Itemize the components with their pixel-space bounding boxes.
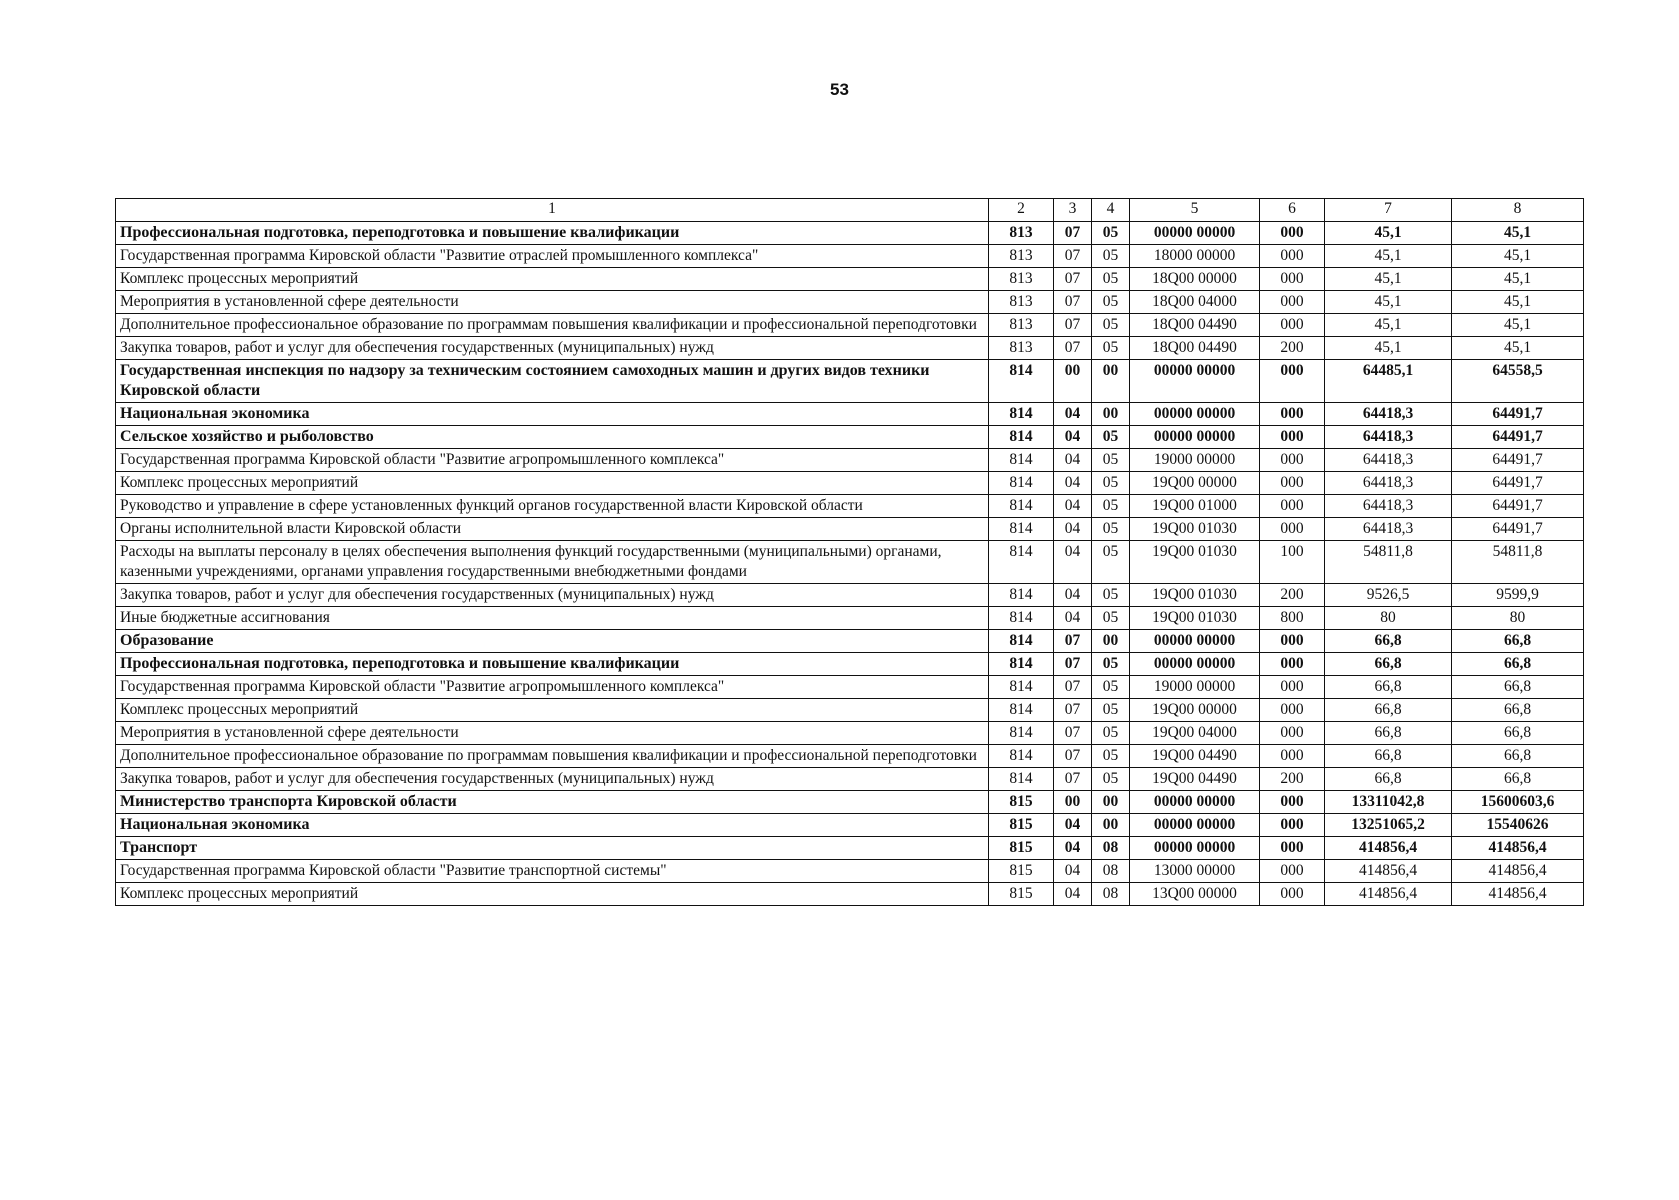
column-5-code: 00000 00000: [1130, 791, 1260, 814]
row-name: Иные бюджетные ассигнования: [116, 607, 989, 630]
column-2-code: 814: [989, 403, 1054, 426]
column-5-code: 18Q00 04490: [1130, 337, 1260, 360]
column-4-code: 05: [1092, 314, 1130, 337]
column-3-code: 04: [1054, 426, 1092, 449]
column-7-amount: 66,8: [1325, 630, 1452, 653]
column-6-code: 000: [1260, 745, 1325, 768]
row-name: Сельское хозяйство и рыболовство: [116, 426, 989, 449]
row-name: Расходы на выплаты персоналу в целях обеспечения выполнения функций государственными (муниципальными) органами, казенными учреждениями, органами управления государственными внебюджетными фондами: [116, 541, 989, 584]
column-4-code: 05: [1092, 607, 1130, 630]
column-3-code: 04: [1054, 518, 1092, 541]
column-8-amount: 80: [1452, 607, 1584, 630]
column-3-code: 07: [1054, 630, 1092, 653]
column-6-code: 000: [1260, 268, 1325, 291]
column-5-code: 00000 00000: [1130, 360, 1260, 403]
column-4-code: 05: [1092, 222, 1130, 245]
column-3-code: 07: [1054, 314, 1092, 337]
column-4-code: 05: [1092, 268, 1130, 291]
column-3-code: 04: [1054, 814, 1092, 837]
table-row: [116, 245, 1584, 268]
table-row: [116, 518, 1584, 541]
column-7-amount: 45,1: [1325, 222, 1452, 245]
row-name: Закупка товаров, работ и услуг для обеспечения государственных (муниципальных) нужд: [116, 337, 989, 360]
column-6-code: 000: [1260, 722, 1325, 745]
column-2-code: 813: [989, 245, 1054, 268]
table-row: [116, 584, 1584, 607]
column-8-amount: 414856,4: [1452, 860, 1584, 883]
column-2-code: 814: [989, 495, 1054, 518]
column-8-amount: 66,8: [1452, 653, 1584, 676]
column-8-amount: 45,1: [1452, 268, 1584, 291]
column-6-code: 800: [1260, 607, 1325, 630]
column-8-amount: 66,8: [1452, 722, 1584, 745]
column-5-code: 00000 00000: [1130, 403, 1260, 426]
column-5-code: 00000 00000: [1130, 653, 1260, 676]
column-4-code: 08: [1092, 837, 1130, 860]
header-cell: 5: [1130, 199, 1260, 222]
column-3-code: 04: [1054, 449, 1092, 472]
column-6-code: 000: [1260, 518, 1325, 541]
column-5-code: 19Q00 04490: [1130, 768, 1260, 791]
column-2-code: 815: [989, 883, 1054, 906]
column-3-code: 04: [1054, 495, 1092, 518]
column-4-code: 05: [1092, 472, 1130, 495]
table-row: [116, 860, 1584, 883]
column-4-code: 05: [1092, 676, 1130, 699]
column-8-amount: 45,1: [1452, 314, 1584, 337]
table-row: [116, 745, 1584, 768]
column-3-code: 04: [1054, 541, 1092, 584]
column-5-code: 19Q00 01030: [1130, 541, 1260, 584]
column-7-amount: 66,8: [1325, 699, 1452, 722]
column-4-code: 05: [1092, 699, 1130, 722]
table-row: [116, 495, 1584, 518]
column-8-amount: 64491,7: [1452, 426, 1584, 449]
column-7-amount: 66,8: [1325, 653, 1452, 676]
column-7-amount: 54811,8: [1325, 541, 1452, 584]
column-3-code: 00: [1054, 360, 1092, 403]
column-2-code: 813: [989, 222, 1054, 245]
column-5-code: 19Q00 00000: [1130, 472, 1260, 495]
table-row: [116, 653, 1584, 676]
column-3-code: 07: [1054, 337, 1092, 360]
column-8-amount: 54811,8: [1452, 541, 1584, 584]
column-8-amount: 66,8: [1452, 699, 1584, 722]
column-5-code: 19Q00 04000: [1130, 722, 1260, 745]
column-2-code: 815: [989, 814, 1054, 837]
column-4-code: 05: [1092, 337, 1130, 360]
row-name: Образование: [116, 630, 989, 653]
row-name: Государственная программа Кировской области "Развитие транспортной системы": [116, 860, 989, 883]
row-name: Государственная программа Кировской области "Развитие агропромышленного комплекса": [116, 676, 989, 699]
column-7-amount: 64418,3: [1325, 518, 1452, 541]
column-4-code: 00: [1092, 814, 1130, 837]
row-name: Национальная экономика: [116, 403, 989, 426]
column-8-amount: 45,1: [1452, 222, 1584, 245]
column-4-code: 00: [1092, 403, 1130, 426]
column-7-amount: 64418,3: [1325, 426, 1452, 449]
column-3-code: 00: [1054, 791, 1092, 814]
column-7-amount: 45,1: [1325, 268, 1452, 291]
column-4-code: 05: [1092, 768, 1130, 791]
column-6-code: 000: [1260, 699, 1325, 722]
column-5-code: 18Q00 04490: [1130, 314, 1260, 337]
table-row: [116, 722, 1584, 745]
row-name: Органы исполнительной власти Кировской области: [116, 518, 989, 541]
column-7-amount: 414856,4: [1325, 837, 1452, 860]
column-5-code: 00000 00000: [1130, 837, 1260, 860]
column-7-amount: 64418,3: [1325, 403, 1452, 426]
row-name: Национальная экономика: [116, 814, 989, 837]
table-row: [116, 222, 1584, 245]
column-4-code: 05: [1092, 584, 1130, 607]
column-6-code: 200: [1260, 337, 1325, 360]
column-7-amount: 66,8: [1325, 722, 1452, 745]
column-3-code: 07: [1054, 245, 1092, 268]
table-row: [116, 814, 1584, 837]
column-2-code: 814: [989, 745, 1054, 768]
column-3-code: 07: [1054, 222, 1092, 245]
column-3-code: 04: [1054, 472, 1092, 495]
column-4-code: 05: [1092, 449, 1130, 472]
column-4-code: 05: [1092, 518, 1130, 541]
column-8-amount: 66,8: [1452, 676, 1584, 699]
column-4-code: 05: [1092, 495, 1130, 518]
column-3-code: 04: [1054, 837, 1092, 860]
row-name: Закупка товаров, работ и услуг для обеспечения государственных (муниципальных) нужд: [116, 584, 989, 607]
column-3-code: 04: [1054, 883, 1092, 906]
column-3-code: 07: [1054, 268, 1092, 291]
table-row: [116, 360, 1584, 403]
column-3-code: 07: [1054, 745, 1092, 768]
column-7-amount: 414856,4: [1325, 883, 1452, 906]
column-5-code: 19Q00 04490: [1130, 745, 1260, 768]
column-8-amount: 414856,4: [1452, 837, 1584, 860]
column-7-amount: 13311042,8: [1325, 791, 1452, 814]
column-2-code: 814: [989, 630, 1054, 653]
column-3-code: 07: [1054, 722, 1092, 745]
row-name: Дополнительное профессиональное образование по программам повышения квалификации и профессиональной переподготовки: [116, 745, 989, 768]
column-3-code: 07: [1054, 699, 1092, 722]
column-6-code: 000: [1260, 449, 1325, 472]
column-2-code: 814: [989, 426, 1054, 449]
column-2-code: 815: [989, 837, 1054, 860]
column-6-code: 000: [1260, 630, 1325, 653]
column-6-code: 200: [1260, 768, 1325, 791]
column-4-code: 05: [1092, 426, 1130, 449]
column-4-code: 00: [1092, 791, 1130, 814]
header-cell: 8: [1452, 199, 1584, 222]
column-8-amount: 45,1: [1452, 337, 1584, 360]
column-6-code: 000: [1260, 472, 1325, 495]
column-6-code: 200: [1260, 584, 1325, 607]
column-4-code: 05: [1092, 653, 1130, 676]
column-6-code: 000: [1260, 403, 1325, 426]
row-name: Транспорт: [116, 837, 989, 860]
column-5-code: 00000 00000: [1130, 630, 1260, 653]
row-name: Государственная инспекция по надзору за техническим состоянием самоходных машин и других видов техники Кировской области: [116, 360, 989, 403]
column-2-code: 813: [989, 291, 1054, 314]
column-2-code: 814: [989, 722, 1054, 745]
column-8-amount: 64491,7: [1452, 472, 1584, 495]
row-name: Комплекс процессных мероприятий: [116, 699, 989, 722]
column-2-code: 814: [989, 653, 1054, 676]
column-5-code: 00000 00000: [1130, 222, 1260, 245]
column-2-code: 813: [989, 268, 1054, 291]
column-2-code: 814: [989, 768, 1054, 791]
header-cell: 7: [1325, 199, 1452, 222]
table-row: [116, 837, 1584, 860]
column-2-code: 814: [989, 607, 1054, 630]
column-8-amount: 64491,7: [1452, 403, 1584, 426]
column-6-code: 000: [1260, 495, 1325, 518]
column-8-amount: 64491,7: [1452, 518, 1584, 541]
column-5-code: 00000 00000: [1130, 814, 1260, 837]
column-8-amount: 64491,7: [1452, 449, 1584, 472]
row-name: Комплекс процессных мероприятий: [116, 883, 989, 906]
column-3-code: 07: [1054, 676, 1092, 699]
column-4-code: 05: [1092, 722, 1130, 745]
column-5-code: 19000 00000: [1130, 676, 1260, 699]
column-5-code: 19000 00000: [1130, 449, 1260, 472]
column-5-code: 19Q00 00000: [1130, 699, 1260, 722]
column-8-amount: 15600603,6: [1452, 791, 1584, 814]
row-name: Закупка товаров, работ и услуг для обеспечения государственных (муниципальных) нужд: [116, 768, 989, 791]
column-2-code: 814: [989, 541, 1054, 584]
column-5-code: 19Q00 01030: [1130, 518, 1260, 541]
column-4-code: 05: [1092, 541, 1130, 584]
header-row: [116, 199, 1584, 222]
column-6-code: 000: [1260, 222, 1325, 245]
table-row: [116, 699, 1584, 722]
column-3-code: 04: [1054, 584, 1092, 607]
column-5-code: 18Q00 00000: [1130, 268, 1260, 291]
column-6-code: 000: [1260, 814, 1325, 837]
column-6-code: 000: [1260, 653, 1325, 676]
column-7-amount: 45,1: [1325, 314, 1452, 337]
column-7-amount: 66,8: [1325, 676, 1452, 699]
column-7-amount: 9526,5: [1325, 584, 1452, 607]
column-6-code: 100: [1260, 541, 1325, 584]
column-5-code: 19Q00 01000: [1130, 495, 1260, 518]
row-name: Государственная программа Кировской области "Развитие агропромышленного комплекса": [116, 449, 989, 472]
table-row: [116, 607, 1584, 630]
column-3-code: 04: [1054, 403, 1092, 426]
column-2-code: 814: [989, 584, 1054, 607]
table-row: [116, 768, 1584, 791]
column-3-code: 07: [1054, 291, 1092, 314]
table-row: [116, 314, 1584, 337]
column-6-code: 000: [1260, 245, 1325, 268]
column-6-code: 000: [1260, 360, 1325, 403]
column-5-code: 00000 00000: [1130, 426, 1260, 449]
column-7-amount: 45,1: [1325, 337, 1452, 360]
column-3-code: 04: [1054, 607, 1092, 630]
column-2-code: 815: [989, 791, 1054, 814]
column-8-amount: 45,1: [1452, 245, 1584, 268]
column-6-code: 000: [1260, 860, 1325, 883]
table-row: [116, 449, 1584, 472]
column-8-amount: 414856,4: [1452, 883, 1584, 906]
column-6-code: 000: [1260, 314, 1325, 337]
column-4-code: 05: [1092, 291, 1130, 314]
row-name: Министерство транспорта Кировской области: [116, 791, 989, 814]
table-row: [116, 630, 1584, 653]
column-2-code: 814: [989, 518, 1054, 541]
column-7-amount: 45,1: [1325, 291, 1452, 314]
column-7-amount: 66,8: [1325, 745, 1452, 768]
column-3-code: 07: [1054, 653, 1092, 676]
row-name: Комплекс процессных мероприятий: [116, 268, 989, 291]
column-8-amount: 45,1: [1452, 291, 1584, 314]
column-8-amount: 64491,7: [1452, 495, 1584, 518]
row-name: Комплекс процессных мероприятий: [116, 472, 989, 495]
column-7-amount: 66,8: [1325, 768, 1452, 791]
row-name: Руководство и управление в сфере установленных функций органов государственной власти Кировской области: [116, 495, 989, 518]
header-cell: 6: [1260, 199, 1325, 222]
column-7-amount: 64418,3: [1325, 472, 1452, 495]
row-name: Дополнительное профессиональное образование по программам повышения квалификации и профессиональной переподготовки: [116, 314, 989, 337]
column-6-code: 000: [1260, 883, 1325, 906]
table-row: [116, 426, 1584, 449]
page-number: 53: [830, 80, 849, 99]
column-2-code: 814: [989, 360, 1054, 403]
column-2-code: 814: [989, 699, 1054, 722]
table-row: [116, 883, 1584, 906]
column-6-code: 000: [1260, 837, 1325, 860]
header-cell: 2: [989, 199, 1054, 222]
column-5-code: 18000 00000: [1130, 245, 1260, 268]
row-name: Мероприятия в установленной сфере деятельности: [116, 291, 989, 314]
column-4-code: 05: [1092, 745, 1130, 768]
table-row: [116, 268, 1584, 291]
column-5-code: 19Q00 01030: [1130, 584, 1260, 607]
column-5-code: 13Q00 00000: [1130, 883, 1260, 906]
row-name: Мероприятия в установленной сфере деятельности: [116, 722, 989, 745]
column-5-code: 18Q00 04000: [1130, 291, 1260, 314]
column-7-amount: 64485,1: [1325, 360, 1452, 403]
column-7-amount: 80: [1325, 607, 1452, 630]
column-8-amount: 9599,9: [1452, 584, 1584, 607]
column-7-amount: 45,1: [1325, 245, 1452, 268]
table-row: [116, 337, 1584, 360]
column-6-code: 000: [1260, 791, 1325, 814]
table-row: [116, 403, 1584, 426]
column-2-code: 813: [989, 314, 1054, 337]
column-3-code: 04: [1054, 860, 1092, 883]
column-4-code: 05: [1092, 245, 1130, 268]
column-7-amount: 13251065,2: [1325, 814, 1452, 837]
column-7-amount: 64418,3: [1325, 449, 1452, 472]
table-row: [116, 472, 1584, 495]
table-body: [116, 222, 1584, 906]
column-4-code: 00: [1092, 630, 1130, 653]
table-row: [116, 676, 1584, 699]
column-8-amount: 66,8: [1452, 768, 1584, 791]
column-2-code: 814: [989, 472, 1054, 495]
column-2-code: 814: [989, 449, 1054, 472]
column-7-amount: 414856,4: [1325, 860, 1452, 883]
column-6-code: 000: [1260, 291, 1325, 314]
header-cell: 3: [1054, 199, 1092, 222]
table-row: [116, 291, 1584, 314]
column-4-code: 08: [1092, 860, 1130, 883]
column-6-code: 000: [1260, 676, 1325, 699]
row-name: Профессиональная подготовка, переподготовка и повышение квалификации: [116, 653, 989, 676]
table-row: [116, 791, 1584, 814]
column-5-code: 19Q00 01030: [1130, 607, 1260, 630]
column-2-code: 814: [989, 676, 1054, 699]
header-cell: 4: [1092, 199, 1130, 222]
column-8-amount: 15540626: [1452, 814, 1584, 837]
column-4-code: 08: [1092, 883, 1130, 906]
column-7-amount: 64418,3: [1325, 495, 1452, 518]
column-5-code: 13000 00000: [1130, 860, 1260, 883]
column-2-code: 813: [989, 337, 1054, 360]
column-8-amount: 64558,5: [1452, 360, 1584, 403]
column-3-code: 07: [1054, 768, 1092, 791]
budget-table: [115, 198, 1584, 906]
header-cell: 1: [116, 199, 989, 222]
column-8-amount: 66,8: [1452, 630, 1584, 653]
column-4-code: 00: [1092, 360, 1130, 403]
row-name: Государственная программа Кировской области "Развитие отраслей промышленного комплекса": [116, 245, 989, 268]
column-8-amount: 66,8: [1452, 745, 1584, 768]
row-name: Профессиональная подготовка, переподготовка и повышение квалификации: [116, 222, 989, 245]
table-row: [116, 541, 1584, 584]
column-2-code: 815: [989, 860, 1054, 883]
column-6-code: 000: [1260, 426, 1325, 449]
